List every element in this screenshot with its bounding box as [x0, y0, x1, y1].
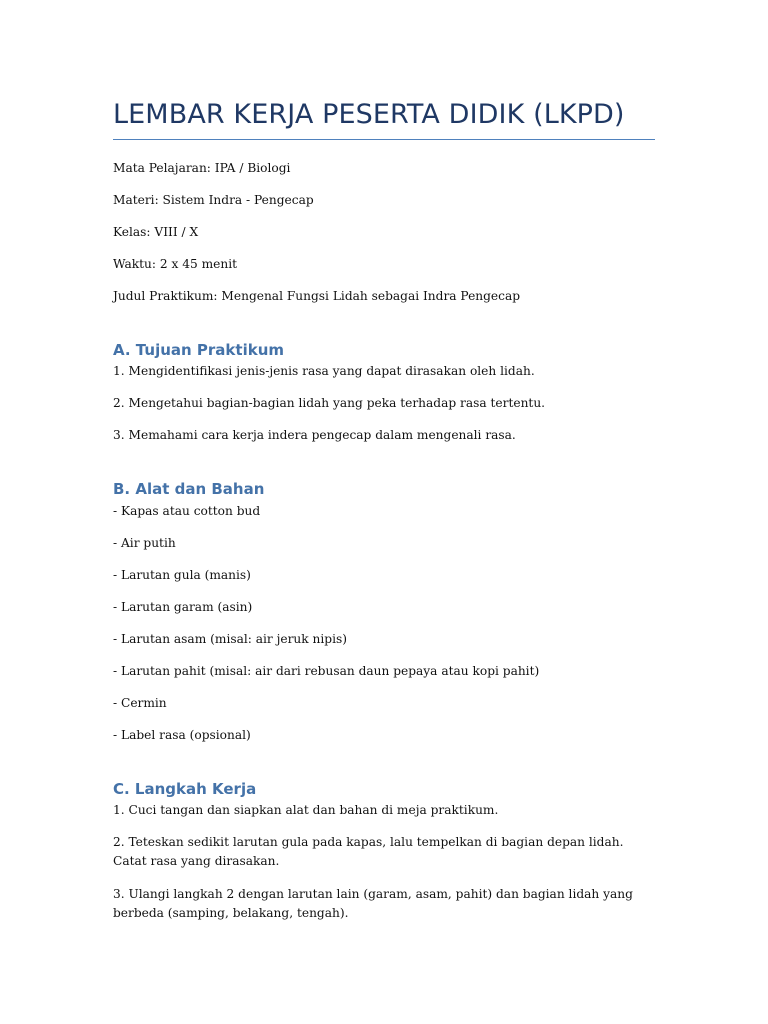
section-b-item: - Larutan garam (asin)	[113, 600, 253, 614]
section-b-item: - Cermin	[113, 696, 167, 710]
section-b-item: - Larutan pahit (misal: air dari rebusan daun pepaya atau kopi pahit)	[113, 664, 540, 678]
section-c-item: 2. Teteskan sedikit larutan gula pada kapas, lalu tempelkan di bagian depan lidah. Catat rasa yang dirasakan.	[113, 835, 624, 868]
info-time: Waktu: 2 x 45 menit	[113, 257, 238, 271]
section-c-item: 1. Cuci tangan dan siapkan alat dan bahan di meja praktikum.	[113, 803, 499, 817]
section-b-heading: B. Alat dan Bahan	[113, 480, 265, 498]
info-subject: Mata Pelajaran: IPA / Biologi	[113, 161, 291, 175]
section-b-item: - Air putih	[113, 536, 176, 550]
section-a-item: 2. Mengetahui bagian-bagian lidah yang peka terhadap rasa tertentu.	[113, 396, 546, 410]
section-a-heading: A. Tujuan Praktikum	[113, 341, 284, 359]
section-c-item: 3. Ulangi langkah 2 dengan larutan lain (garam, asam, pahit) dan bagian lidah yang berbeda (samping, belakang, tengah).	[113, 887, 633, 920]
section-a-item: 3. Memahami cara kerja indera pengecap dalam mengenali rasa.	[113, 428, 516, 442]
section-b-item: - Kapas atau cotton bud	[113, 504, 261, 518]
section-a-item: 1. Mengidentifikasi jenis-jenis rasa yang dapat dirasakan oleh lidah.	[113, 364, 535, 378]
info-class: Kelas: VIII / X	[113, 225, 199, 239]
section-b-item: - Larutan asam (misal: air jeruk nipis)	[113, 632, 347, 646]
title-underline	[113, 139, 655, 140]
page-title: LEMBAR KERJA PESERTA DIDIK (LKPD)	[113, 99, 625, 130]
info-material: Materi: Sistem Indra - Pengecap	[113, 193, 314, 207]
section-b-item: - Larutan gula (manis)	[113, 568, 251, 582]
section-b-item: - Label rasa (opsional)	[113, 728, 251, 742]
info-practicum-title: Judul Praktikum: Mengenal Fungsi Lidah sebagai Indra Pengecap	[113, 289, 521, 303]
section-c-heading: C. Langkah Kerja	[113, 780, 257, 798]
